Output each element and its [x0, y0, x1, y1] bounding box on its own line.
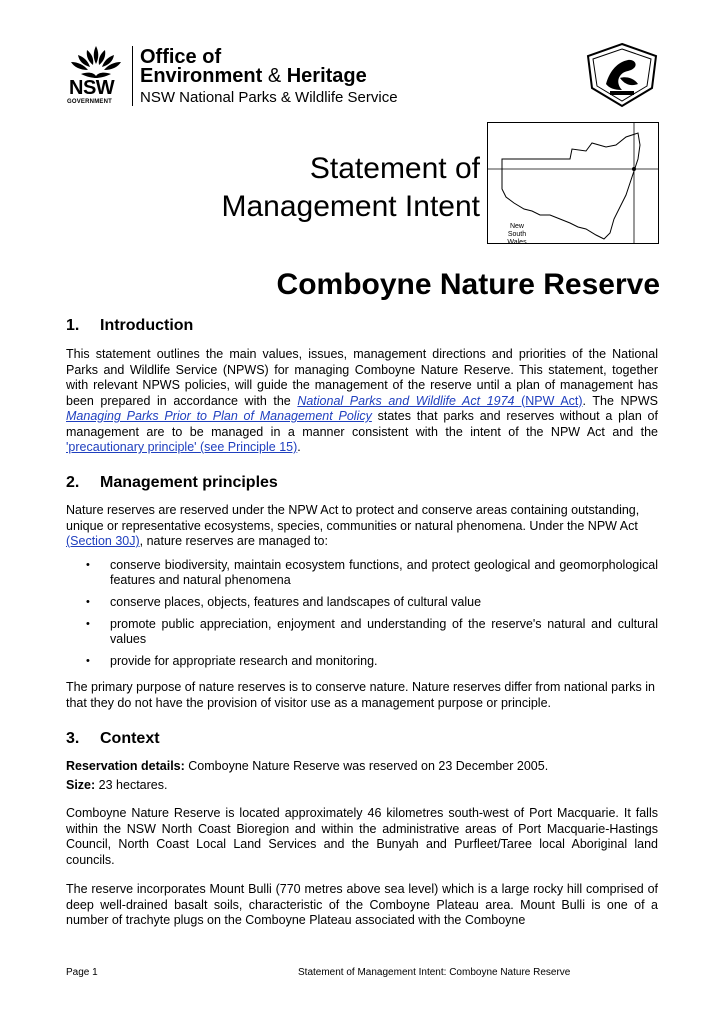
list-item: • promote public appreciation, enjoyment and understanding of the reserve's natural and cultural values [66, 617, 658, 647]
context-paragraph-1: Comboyne Nature Reserve is located approximately 46 kilometres south-west of Port Macquarie. It falls within the NSW North Coast Bioregion and within the administrative areas of Port Macquarie-Hastings Council, North Coast Local Land Services and the Bunyah and Purfleet/Taree local Aboriginal land councils. [66, 806, 658, 867]
npws-name: NSW National Parks & Wildlife Service [140, 89, 398, 106]
list-item: • conserve biodiversity, maintain ecosystem functions, and protect geological and geomorphological features and natural phenomena [66, 558, 658, 588]
org-name-line1: Office of [140, 46, 222, 68]
map-label: New South Wales [507, 223, 527, 246]
government-wordmark: GOVERNMENT [67, 99, 113, 105]
list-item: • provide for appropriate research and monitoring. [66, 654, 658, 669]
org-ampersand: & [267, 65, 282, 87]
waratah-icon [67, 44, 125, 80]
org-heritage: Heritage [286, 65, 367, 87]
reserve-title: Comboyne Nature Reserve [276, 268, 660, 301]
size-details: Size: 23 hectares. [66, 778, 168, 792]
precautionary-principle-link[interactable]: 'precautionary principle' (see Principle 15) [66, 440, 298, 454]
npw-act-link[interactable]: National Parks and Wildlife Act 1974 [297, 393, 515, 408]
intro-paragraph: This statement outlines the main values, issues, management directions and priorities of the National Parks and Wildlife Service (NPWS) for managing Comboyne Nature Reserve. This statement, together with relevant NPWS policies, will guide the management of the reserve until a plan of management has been prepared in accordance with the National Parks and Wildlife Act 1974 (NPW Act). The NPWS Managing Parks Prior to Plan of Management Policy states that parks and reserves without a plan of management are to be managed in a manner consistent with the intent of the NPW Act and the 'precautionary principle' (see Principle 15). [66, 347, 659, 454]
npw-act-abbrev-link[interactable]: (NPW Act) [514, 393, 583, 408]
statement-title [221, 150, 480, 226]
principles-paragraph-2: The primary purpose of nature reserves is to conserve nature. Nature reserves differ from national parks in that they do not have the provision of visitor use as a management purpose or principle. [66, 680, 655, 710]
org-environment: Environment [140, 65, 263, 87]
context-paragraph-2: The reserve incorporates Mount Bulli (770 metres above sea level) which is a large rocky hill comprised of deep well-drained basalt soils, characteristic of the Comboyne Plateau area. Mount Bulli is one of a number of trachyte plugs on the Comboyne Plateau associated with the Comboyne [66, 882, 658, 927]
org-name-line2 [140, 67, 367, 86]
logo-divider [132, 46, 133, 106]
page-number: Page 1 [66, 967, 98, 978]
principles-bullet-list [66, 558, 658, 669]
statement-title-line1: Statement of [309, 152, 480, 185]
reservation-details: Reservation details: Comboyne Nature Reserve was reserved on 23 December 2005. [66, 759, 549, 773]
nsw-wordmark: NSW [69, 77, 115, 99]
org-name [140, 48, 367, 86]
npws-lyrebird-badge-icon [584, 42, 660, 108]
location-map [487, 122, 659, 244]
statement-title-line2: Management Intent [221, 190, 480, 223]
footer-title: Statement of Management Intent: Comboyne Nature Reserve [298, 967, 571, 978]
section-heading-management-principles: 2. Management principles [66, 474, 278, 491]
section-heading-introduction: 1. Introduction [66, 317, 194, 334]
managing-parks-policy-link[interactable]: Managing Parks Prior to Plan of Management Policy [66, 409, 372, 423]
section-30j-link[interactable]: (Section 30J) [66, 534, 140, 548]
principles-paragraph: Nature reserves are reserved under the NPW Act to protect and conserve areas containing outstanding, unique or representative ecosystems, species, communities or natural phenomena. Under the NPW Act (Section 30J), nature reserves are managed to: [66, 503, 640, 548]
section-heading-context: 3. Context [66, 730, 160, 747]
list-item: • conserve places, objects, features and landscapes of cultural value [66, 595, 658, 610]
nsw-government-logo [67, 44, 127, 106]
